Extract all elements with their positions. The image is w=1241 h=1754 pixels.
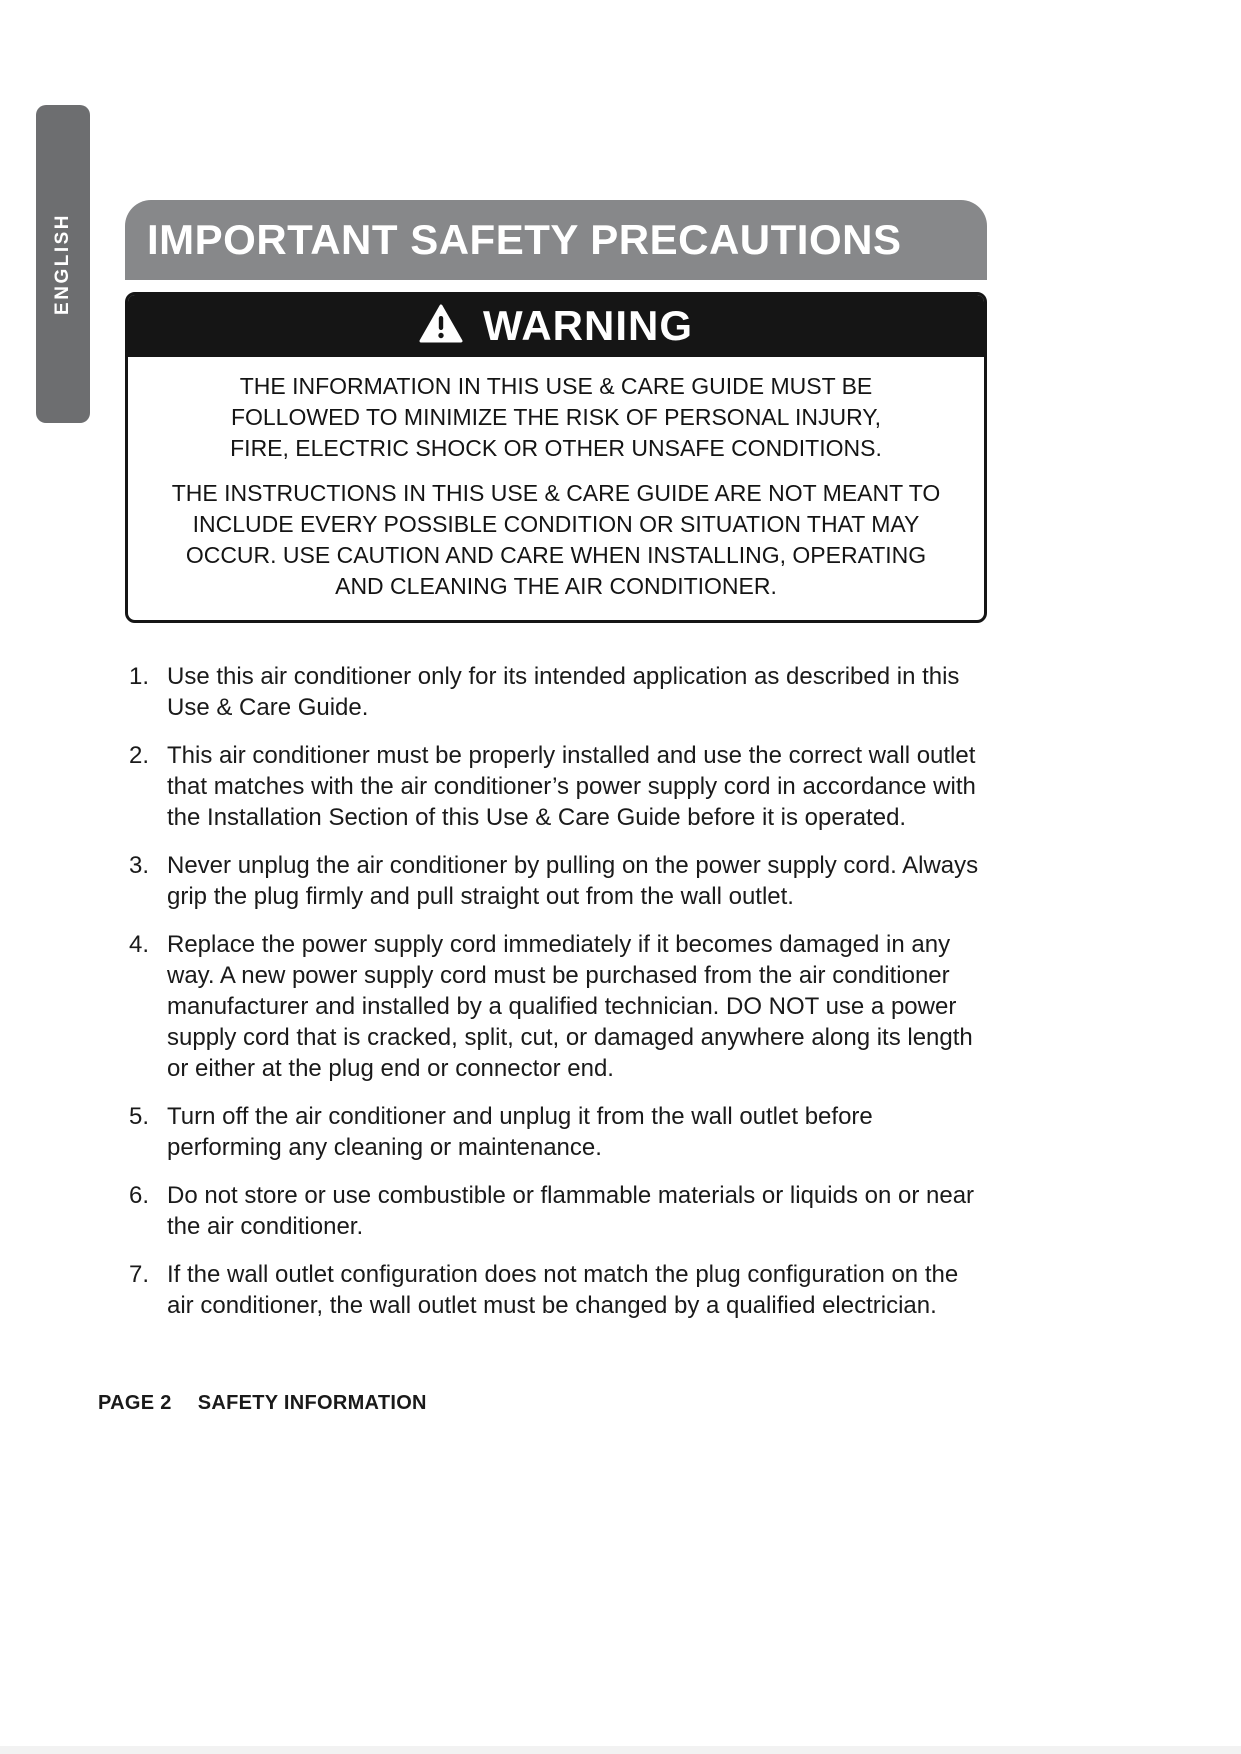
list-item-text: Use this air conditioner only for its intended application as described in this Use & Care Guide.	[167, 663, 960, 721]
list-item-text: If the wall outlet configuration does not match the plug configuration on the air conditioner, the wall outlet must be changed by a qualified electrician.	[167, 1261, 959, 1319]
list-item-number: 7.	[129, 1261, 150, 1288]
list-item	[129, 1101, 987, 1163]
list-item-text: Do not store or use combustible or flammable materials or liquids on or near the air conditioner.	[167, 1182, 975, 1240]
list-item-number: 5.	[129, 1103, 150, 1130]
warning-paragraph-2: THE INSTRUCTIONS IN THIS USE & CARE GUIDE ARE NOT MEANT TO INCLUDE EVERY POSSIBLE CONDITION OR SITUATION THAT MAY OCCUR. USE CAUTION AND CARE WHEN INSTALLING, OPERATING AND CLEANING THE AIR CONDITIONER.	[171, 480, 941, 599]
warning-header	[128, 295, 984, 357]
title-banner	[125, 200, 987, 280]
footer-page-label: PAGE 2	[98, 1392, 172, 1414]
list-item-number: 6.	[129, 1182, 150, 1209]
list-item	[129, 1259, 987, 1321]
list-item-text: Never unplug the air conditioner by pulling on the power supply cord. Always grip the plug firmly and pull straight out from the wall outlet.	[167, 852, 979, 910]
page-bottom-edge	[0, 1746, 1241, 1754]
list-item	[129, 740, 987, 833]
list-item-number: 1.	[129, 663, 150, 690]
warning-paragraph-1: THE INFORMATION IN THIS USE & CARE GUIDE MUST BE FOLLOWED TO MINIMIZE THE RISK OF PERSONAL INJURY, FIRE, ELECTRIC SHOCK OR OTHER UNSAFE CONDITIONS.	[230, 373, 882, 461]
warning-body	[128, 357, 984, 620]
page-content	[125, 200, 987, 1338]
list-item-number: 2.	[129, 742, 150, 769]
list-item-number: 4.	[129, 931, 150, 958]
language-tab-label: ENGLISH	[52, 213, 73, 315]
list-item	[129, 929, 987, 1084]
page-footer	[98, 1392, 427, 1415]
language-tab	[36, 105, 90, 423]
list-item	[129, 1180, 987, 1242]
list-item-number: 3.	[129, 852, 150, 879]
precautions-list	[125, 661, 987, 1321]
footer-section-label: SAFETY INFORMATION	[197, 1392, 427, 1414]
list-item-text: This air conditioner must be properly installed and use the correct wall outlet that matches with the air conditioner’s power supply cord in accordance with the Installation Section of this Use & Care Guide before it is operated.	[167, 742, 976, 831]
warning-label: WARNING	[483, 302, 693, 349]
list-item-text: Turn off the air conditioner and unplug it from the wall outlet before performing any cleaning or maintenance.	[167, 1103, 873, 1161]
list-item	[129, 661, 987, 723]
list-item	[129, 850, 987, 912]
list-item-text: Replace the power supply cord immediately if it becomes damaged in any way. A new power supply cord must be purchased from the air conditioner manufacturer and installed by a qualified technician. DO NOT use a power supply cord that is cracked, split, cut, or damaged anywhere along its length or either at the plug end or connector end.	[167, 931, 973, 1082]
page-title: IMPORTANT SAFETY PRECAUTIONS	[147, 216, 902, 263]
warning-triangle-icon	[419, 304, 463, 349]
warning-box	[125, 292, 987, 623]
